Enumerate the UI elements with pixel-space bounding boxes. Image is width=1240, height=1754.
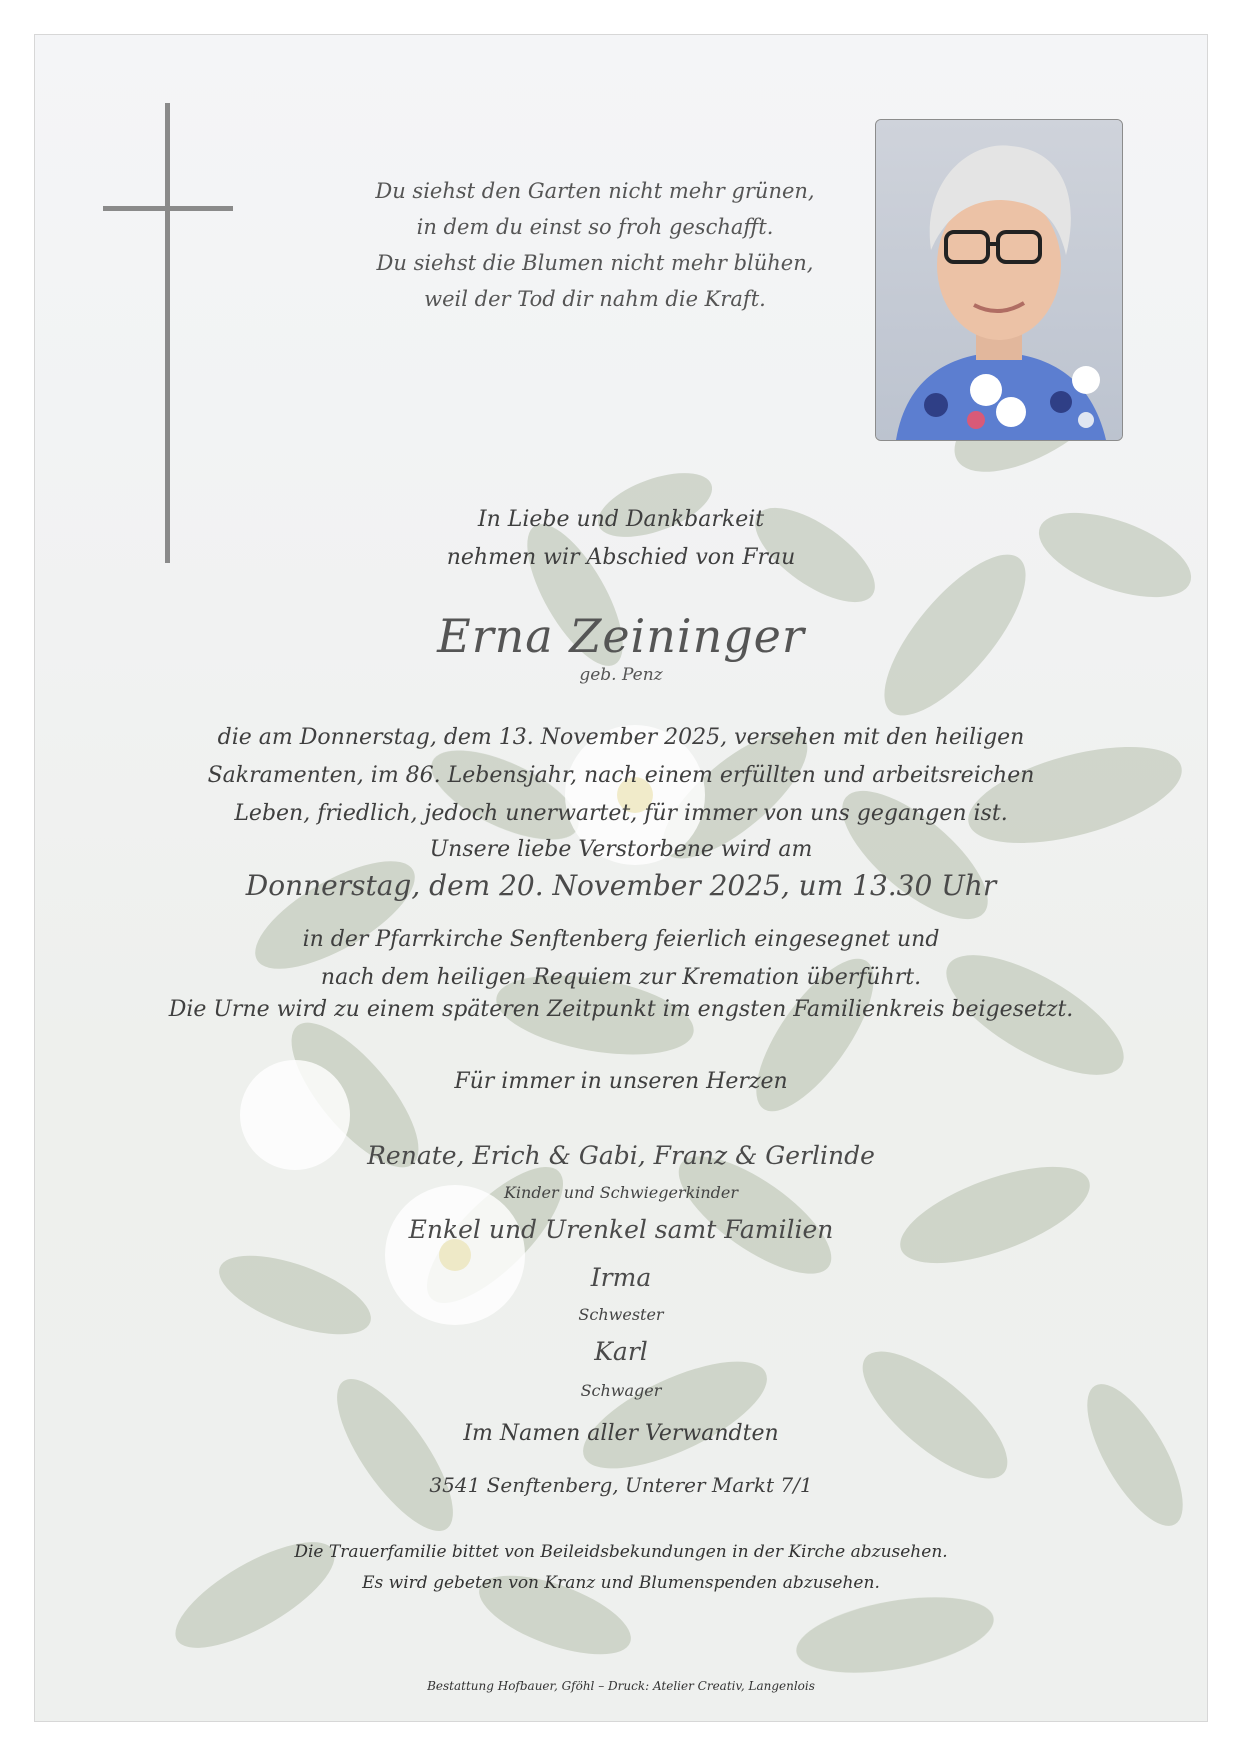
poem	[335, 173, 855, 317]
birth-name: geb. Penz	[579, 665, 663, 685]
family-names: Irma	[590, 1263, 652, 1292]
poem-line: Du siehst die Blumen nicht mehr blühen,	[376, 251, 814, 275]
ceremony-line: in der Pfarrkirche Senftenberg feierlich eingesegnet und	[302, 927, 940, 952]
ceremony-text	[35, 921, 1207, 997]
poem-line: weil der Tod dir nahm die Kraft.	[424, 287, 766, 311]
forever-line: Für immer in unseren Herzen	[454, 1069, 788, 1094]
body-line: Sakramenten, im 86. Lebensjahr, nach einem erfüllten und arbeitsreichen	[207, 763, 1035, 788]
intro-text	[35, 501, 1207, 577]
intro-line: In Liebe und Dankbarkeit	[477, 507, 765, 532]
cross-icon	[103, 103, 233, 563]
urn-notice: Die Urne wird zu einem späteren Zeitpunkt im engsten Familienkreis beigesetzt.	[168, 997, 1074, 1022]
family-role: Schwester	[578, 1305, 664, 1324]
family-names: Enkel und Urenkel samt Familien	[408, 1215, 834, 1244]
request-line: Die Trauerfamilie bittet von Beileidsbekundungen in der Kirche abzusehen.	[294, 1542, 948, 1562]
ceremony-line: nach dem heiligen Requiem zur Kremation überführt.	[320, 965, 922, 990]
request-line: Es wird gebeten von Kranz und Blumenspenden abzusehen.	[362, 1573, 880, 1593]
family-role: Schwager	[580, 1381, 662, 1400]
family-names: Karl	[594, 1337, 648, 1366]
poem-line: Du siehst den Garten nicht mehr grünen,	[375, 179, 815, 203]
ceremony-date: Donnerstag, dem 20. November 2025, um 13.30 Uhr	[245, 869, 997, 902]
in-name-line: Im Namen aller Verwandten	[463, 1421, 779, 1446]
printer-credits: Bestattung Hofbauer, Gföhl – Druck: Atelier Creativ, Langenlois	[427, 1679, 815, 1693]
ceremony-intro: Unsere liebe Verstorbene wird am	[429, 837, 813, 862]
body-line: die am Donnerstag, dem 13. November 2025, versehen mit den heiligen	[217, 725, 1025, 750]
portrait-photo	[875, 119, 1123, 441]
deceased-name: Erna Zeininger	[437, 609, 805, 663]
address: 3541 Senftenberg, Unterer Markt 7/1	[429, 1473, 813, 1497]
intro-line: nehmen wir Abschied von Frau	[446, 545, 796, 570]
poem-line: in dem du einst so froh geschafft.	[416, 215, 774, 239]
family-role: Kinder und Schwiegerkinder	[503, 1183, 739, 1202]
body-line: Leben, friedlich, jedoch unerwartet, für immer von uns gegangen ist.	[234, 801, 1008, 826]
obituary-card	[34, 34, 1208, 1722]
family-names: Renate, Erich & Gabi, Franz & Gerlinde	[367, 1141, 875, 1170]
death-notice-text	[35, 719, 1207, 833]
family-requests	[35, 1537, 1207, 1599]
